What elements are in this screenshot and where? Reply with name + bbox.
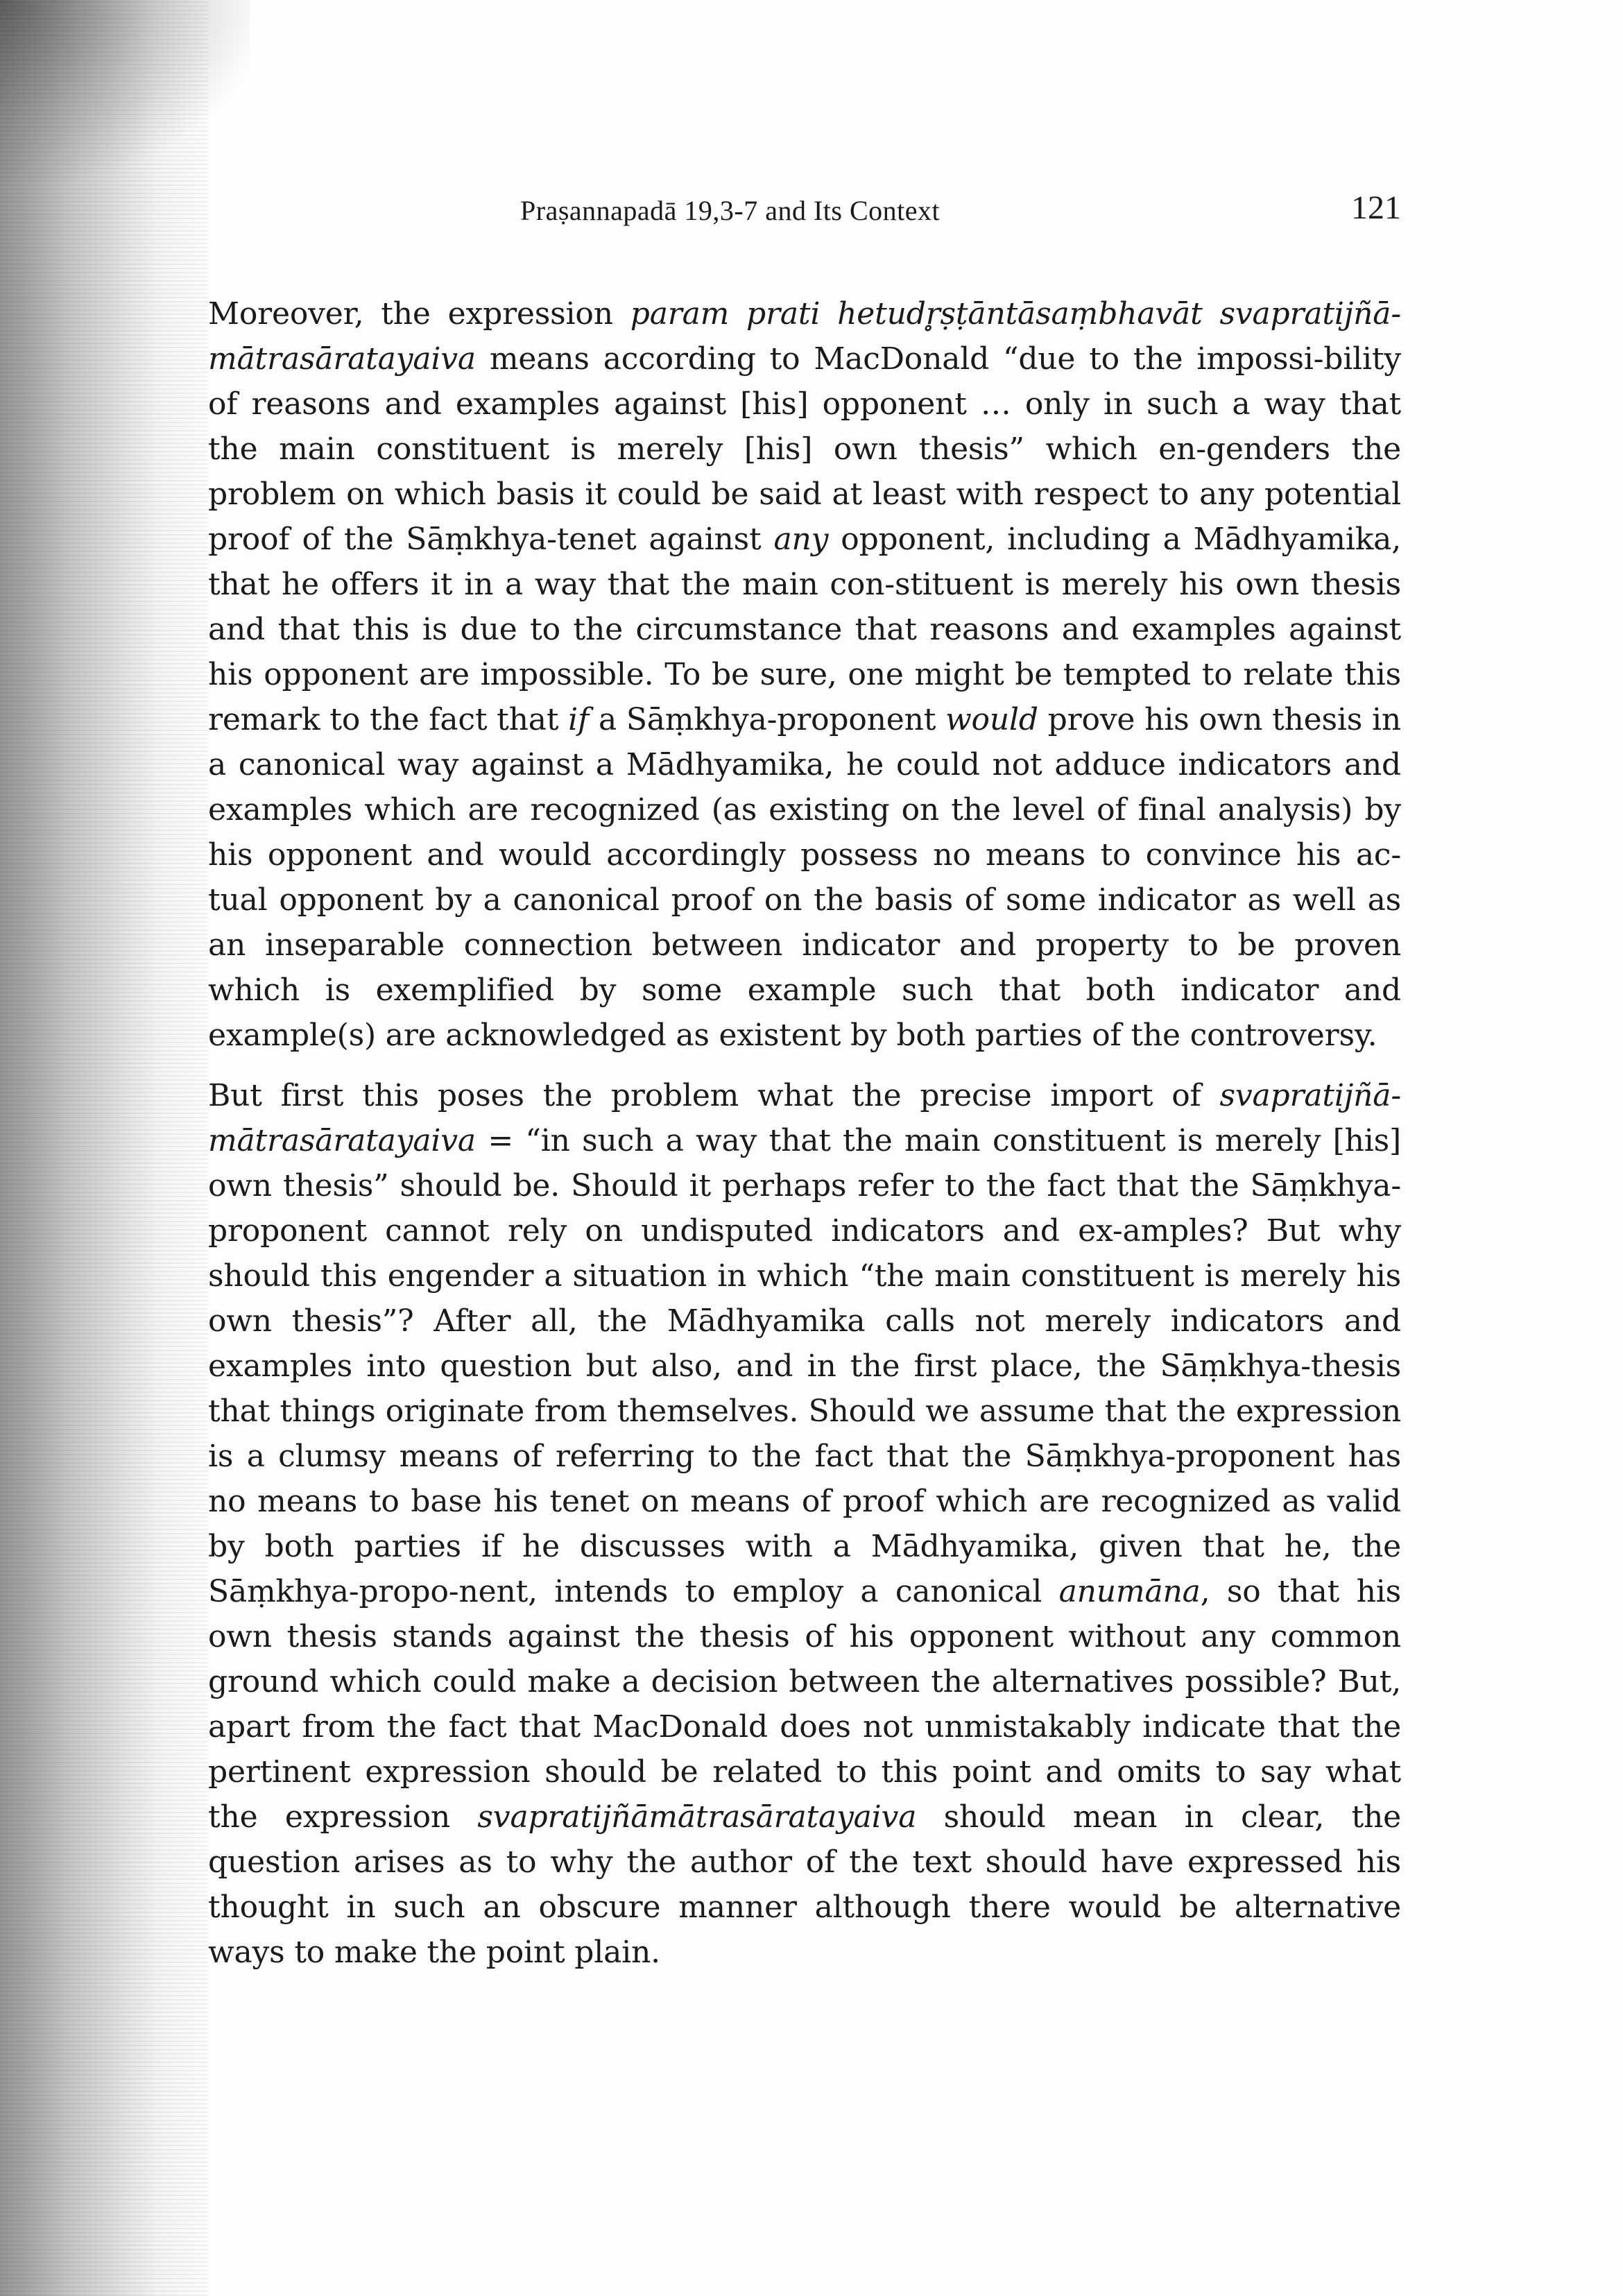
emphasis-word: would	[945, 702, 1038, 737]
page-number: 121	[1351, 189, 1401, 226]
scan-shadow-corner	[0, 0, 250, 180]
text-segment: , so that his own thesis stands against the thesis of his opponent without any common ground which could make a decision between the alternatives possible? But, apart from the fact that MacDonald does not unmistakably indicate that the pertinent expression should be related to this point and omits to say what the expression	[208, 1574, 1401, 1835]
text-segment: means according to MacDonald “due to the impossi-bility of reasons and examples against [his] opponent … only in such a way that the main constituent is merely [his] own thesis” which en-genders the problem on which basis it could be said at least with respect to any potential proof of the Sāṃkhya-tenet against	[208, 341, 1401, 557]
text-segment: But first this poses the problem what the precise import of	[208, 1078, 1220, 1113]
text-segment: opponent, including a Mādhyamika, that he offers it in a way that the main con-stituent is merely his own thesis and that this is due to the circumstance that reasons and examples against his opponent are impossible. To be sure, one might be tempted to relate this remark to the fact that	[208, 522, 1401, 737]
text-segment: a Sāṃkhya-proponent	[589, 702, 946, 737]
paragraph-1	[208, 291, 1401, 1058]
text-segment: should mean in clear, the question arises as to why the author of the text should have expressed his thought in such an obscure manner although there would be alternative ways to make the point plain.	[208, 1799, 1401, 1970]
scan-shadow-edge	[0, 0, 208, 2296]
running-head	[208, 180, 1401, 236]
emphasis-word: if	[568, 702, 590, 737]
paragraph-2	[208, 1073, 1401, 1975]
emphasis-word: any	[773, 522, 829, 557]
text-segment: Moreover, the expression	[208, 296, 630, 332]
text-segment: = “in such a way that the main constituent is merely [his] own thesis” should be. Should it perhaps refer to the fact that the Sāṃkhya-proponent cannot rely on undisputed indicators and ex-amples? But why should this engender a situation in which “the main constituent is merely his own thesis”? After all, the Mādhyamika calls not merely indicators and examples into question but also, and in the first place, the Sāṃkhya-thesis that things originate from themselves. Should we assume that the expression is a clumsy means of referring to the fact that the Sāṃkhya-proponent has no means to base his tenet on means of proof which are recognized as valid by both parties if he discusses with a Mādhyamika, given that he, the Sāṃkhya-propo-nent, intends to employ a canonical	[208, 1123, 1401, 1609]
body-text	[208, 291, 1401, 1975]
running-title: Praṣannapadā 19,3-7 and Its Context	[520, 195, 941, 226]
sanskrit-term: anumāna	[1058, 1574, 1201, 1609]
book-page	[208, 180, 1401, 1990]
sanskrit-phrase: param prati hetudr̥ṣṭāntāsaṃbhavāt svapratijñā-mātrasāratayaiva	[208, 296, 1401, 377]
sanskrit-phrase: svapratijñā-mātrasāratayaiva	[208, 1078, 1401, 1158]
sanskrit-phrase: svapratijñāmātrasāratayaiva	[477, 1799, 917, 1835]
text-segment: prove his own thesis in a canonical way against a Mādhyamika, he could not adduce indicators and examples which are recognized (as existing on the level of final analysis) by his opponent and would accordingly possess no means to convince his ac-tual opponent by a canonical proof on the basis of some indicator as well as an inseparable connection between indicator and property to be proven which is exemplified by some example such that both indicator and example(s) are acknowledged as existent by both parties of the controversy.	[208, 702, 1401, 1053]
